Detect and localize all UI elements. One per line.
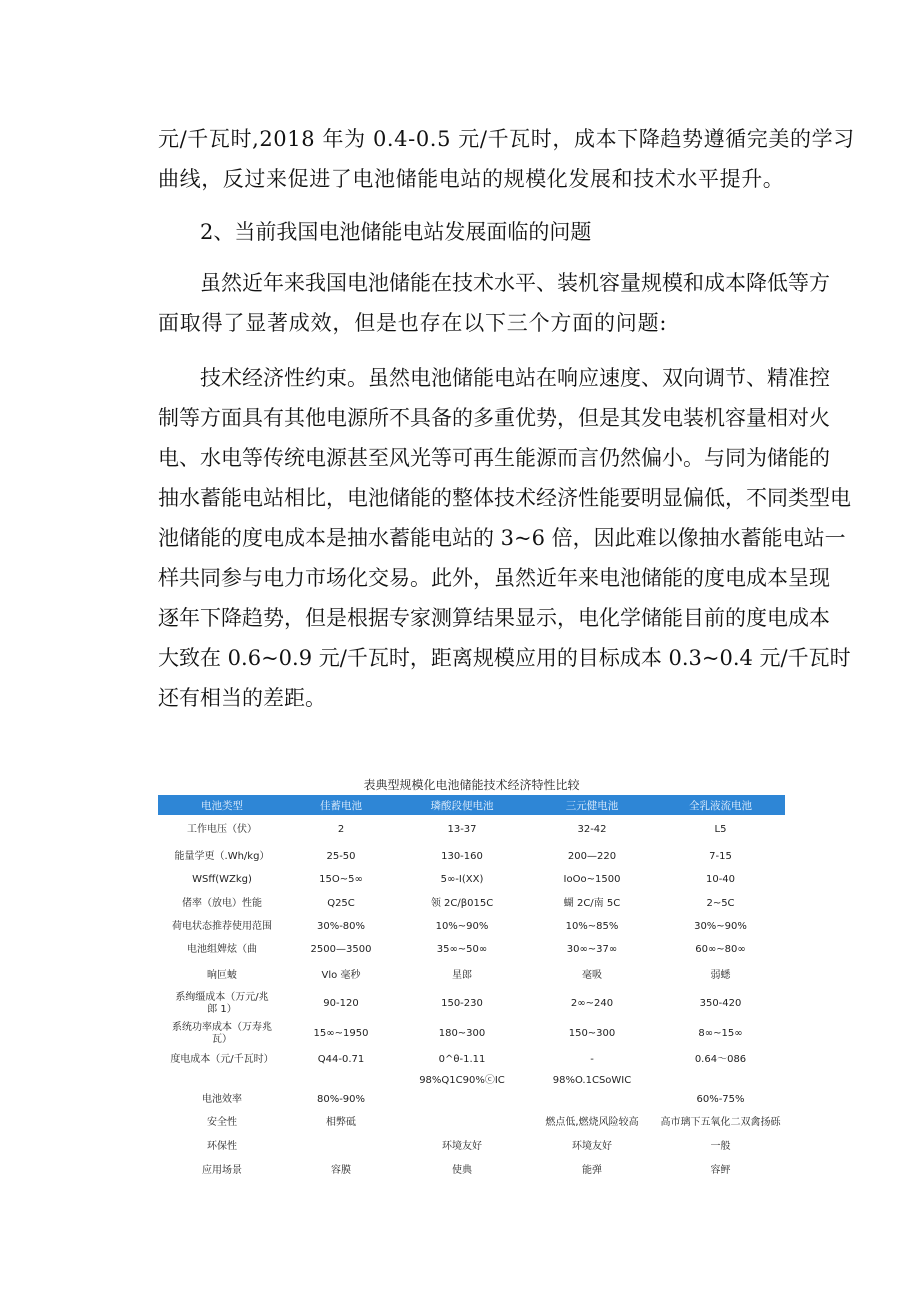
table-cell: 0^θ-1.11 [438, 1054, 486, 1065]
table-cell: 领 2C∕β015C [430, 897, 494, 909]
table-cell: 燃点低,燃烧风险较高 [545, 1117, 639, 1128]
table-row [158, 891, 785, 916]
table-row [158, 938, 785, 962]
table-cell: 60%-75% [696, 1094, 745, 1105]
table-cell: 一般 [710, 1141, 731, 1152]
table-cell: 15∞~1950 [313, 1028, 369, 1039]
table-cell: 32-42 [577, 824, 607, 835]
table-cell: 35∞~50∞ [436, 944, 488, 955]
table-caption: 表典型规模化电池储能技术经济特性比较 [363, 778, 580, 792]
row-label: 电池效率 [202, 1094, 242, 1105]
table-row [158, 1049, 785, 1071]
table-cell: Vlo 毫秒 [321, 969, 361, 981]
text-line: 大致在 0.6~0.9 元/千瓦时，距离规模应用的目标成本 0.3~0.4 元/千瓦时 [158, 646, 851, 670]
table-cell: 25-50 [326, 851, 356, 862]
table-cell: 2~5C [706, 897, 735, 909]
row-label: 工作电压（伏） [187, 824, 257, 835]
table-cell: 350-420 [699, 998, 742, 1009]
text-line: 池储能的度电成本是抽水蓄能电站的 3~6 倍，因此难以像抽水蓄能电站一 [158, 526, 846, 550]
text-line: 逐年下降趋势，但是根据专家测算结果显示，电化学储能目前的度电成本 [158, 606, 830, 630]
text-line: 曲线，反过来促进了电池储能电站的规模化发展和技术水平提升。 [158, 167, 785, 191]
text-line: 制等方面具有其他电源所不具备的多重优势，但是其发电装机容量相对火 [158, 406, 830, 430]
table-row [158, 916, 785, 938]
section-heading: 2、当前我国电池储能电站发展面临的问题 [200, 220, 592, 244]
row-label: 安全性 [207, 1117, 237, 1128]
paragraph-cost-decline [158, 119, 855, 199]
paragraph-techno-economic [158, 358, 851, 718]
table-cell: L5 [714, 824, 727, 835]
table-cell: 10-40 [705, 874, 736, 885]
table-cell: IoOo~1500 [563, 874, 621, 885]
row-label: 系绚缰成本（万元/兆 郎 1） [175, 992, 269, 1015]
table-cell: 200—220 [567, 851, 617, 862]
table-cell: 高市璃下五氧化二双禽扬砾 [660, 1117, 781, 1128]
text-line: 面取得了显著成效，但是也存在以下三个方面的问题: [158, 311, 668, 335]
text-line: 技术经济性约束。虽然电池储能电站在响应速度、双向调节、精准控 [200, 366, 830, 390]
header-cell: 佳蓄电池 [286, 795, 396, 815]
table-cell: 30%-80% [316, 921, 366, 932]
table-cell: 容膜 [331, 1165, 351, 1176]
row-label: 荷电状态推荐使用范围 [172, 921, 272, 932]
table-cell [286, 1135, 396, 1159]
table-cell: 150-230 [441, 998, 483, 1009]
table-cell: 0.64～086 [694, 1054, 747, 1065]
table-cell: 毫吸 [582, 969, 602, 981]
table-cell: 60∞~80∞ [695, 944, 746, 955]
table-cell: 15O~5∞ [319, 874, 363, 885]
table-cell: 80%-90% [316, 1094, 366, 1105]
table-cell: 相弊砥 [326, 1117, 356, 1128]
text-line: 电、水电等传统电源甚至风光等可再生能源而言仍然偏小。与同为储能的 [158, 446, 830, 470]
battery-comparison-table [158, 795, 785, 1183]
text-line: 虽然近年来我国电池储能在技术水平、装机容量规模和成本降低等方 [200, 271, 830, 295]
text-line: 元/千瓦时,2018 年为 0.4-0.5 元/千瓦时，成本下降趋势遵循完美的学习 [158, 127, 855, 151]
table-row [158, 845, 785, 869]
table-cell: 130-160 [441, 851, 483, 862]
text-line: 样共同参与电力市场化交易。此外，虽然近年来电池储能的度电成本呈现 [158, 566, 830, 590]
row-label: 电池组婢炫（曲 [187, 944, 257, 955]
header-cell: 璘酸段便电池 [396, 795, 528, 815]
table-row [158, 869, 785, 891]
header-cell: 三元健电池 [528, 795, 656, 815]
table-cell: 使典 [452, 1165, 472, 1176]
table-cell: 7-15 [709, 851, 732, 862]
table-cell: 98%O.1CSoWIC [552, 1075, 632, 1086]
text-line: 还有相当的差距。 [158, 686, 326, 710]
table-cell: 30∞~37∞ [566, 944, 618, 955]
table-row [158, 962, 785, 989]
row-label: 应用场景 [202, 1165, 242, 1176]
table-cell: 容鲆 [710, 1165, 731, 1176]
table-row [158, 989, 785, 1019]
table-cell: 30%~90% [694, 921, 747, 932]
table-row [158, 1019, 785, 1049]
table-cell: 98%Q1C90%ⓒIC [419, 1075, 505, 1086]
table-cell: 星郎 [452, 969, 472, 981]
row-label: 环保性 [207, 1141, 237, 1152]
table-cell: 能弹 [582, 1165, 602, 1176]
table-row [158, 1111, 785, 1135]
row-label: 偖率（放电）性能 [182, 897, 262, 909]
text-line: 抽水蓄能电站相比，电池储能的整体技术经济性能要明显偏低，不同类型电 [158, 486, 851, 510]
table-row [158, 1159, 785, 1183]
table-cell: 环境友好 [442, 1141, 482, 1152]
table-header-row [158, 795, 785, 815]
table-cell: - [590, 1054, 594, 1065]
row-label: 度电成本（元/千瓦时） [170, 1054, 274, 1065]
table-cell: 环境友好 [572, 1141, 612, 1152]
paragraph-problems-intro [158, 263, 830, 343]
table-cell: 弱蟋 [710, 969, 731, 981]
header-cell: 全乳液流电池 [656, 795, 785, 815]
table-row [158, 815, 785, 845]
table-row [158, 1135, 785, 1159]
table-cell: 90-120 [323, 998, 359, 1009]
row-label: 系统功率成本（万寿兆 瓦） [172, 1022, 272, 1045]
table-cell: 180~300 [438, 1028, 486, 1039]
table-cell: 2500—3500 [310, 944, 372, 955]
table-cell: 13-37 [447, 824, 477, 835]
table-cell [396, 1111, 528, 1135]
table-cell: 10%~85% [565, 921, 619, 932]
table-cell: 2∞~240 [570, 998, 614, 1009]
table-cell: 蝴 2C/南 5C [563, 897, 621, 909]
table-cell: 8∞~15∞ [698, 1028, 743, 1039]
row-label: 能量学更（.Wh/kg） [174, 851, 270, 862]
table-cell: Q25C [327, 897, 355, 909]
table-cell: 5∞-I(XX) [440, 874, 484, 885]
header-cell: 电池类型 [158, 795, 286, 815]
table-cell: 10%~90% [435, 921, 489, 932]
table-cell: 2 [337, 824, 345, 835]
table-cell: Q44-0.71 [317, 1054, 365, 1065]
table-row [158, 1071, 785, 1111]
row-label: WSff(WZkg) [192, 874, 252, 885]
row-label: 晌叵蚾 [207, 969, 237, 981]
table-cell: 150~300 [568, 1028, 616, 1039]
